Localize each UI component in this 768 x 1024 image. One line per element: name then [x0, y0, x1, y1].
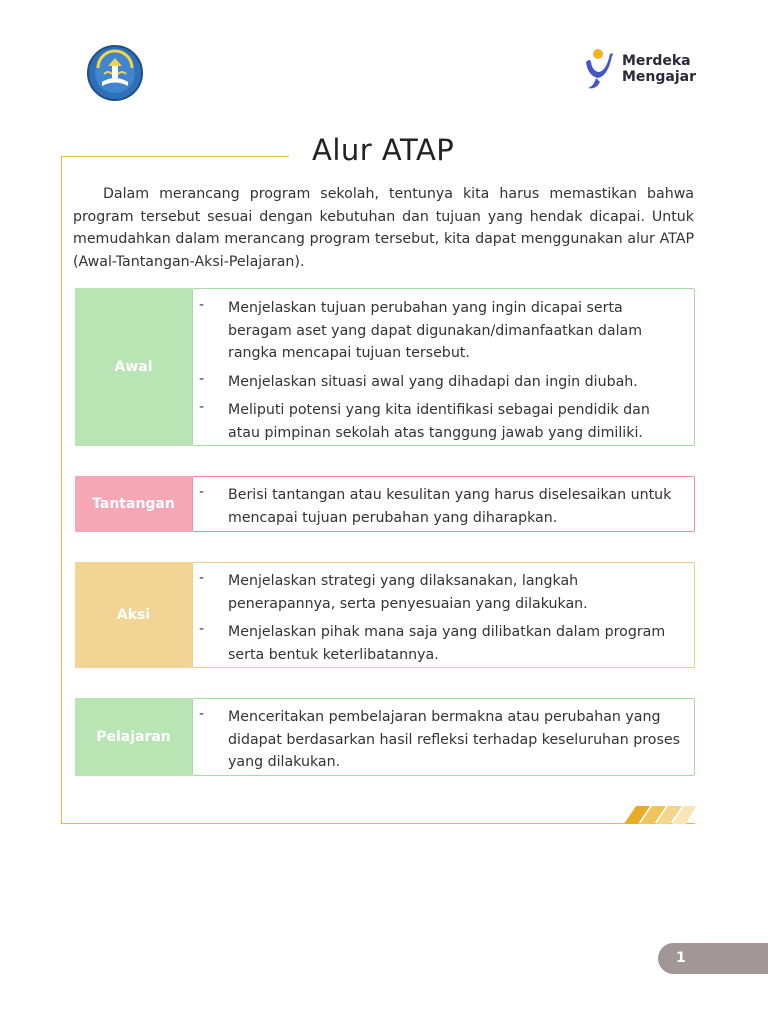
- list-item: [193, 484, 694, 529]
- dash-bullet: -: [199, 484, 205, 500]
- merdeka-mengajar-figure-icon: [582, 46, 618, 92]
- list-item: [193, 297, 694, 365]
- dash-bullet: -: [199, 297, 205, 313]
- section-awal: [75, 288, 695, 446]
- section-pelajaran: [75, 698, 695, 776]
- section-tantangan: [75, 476, 695, 532]
- list-item-text: Meliputi potensi yang kita identifikasi sebagai pendidik dan atau pimpinan sekolah atas tanggung jawab yang dimiliki.: [228, 402, 650, 441]
- merdeka-mengajar-logo: [582, 46, 702, 92]
- dash-bullet: -: [199, 621, 205, 637]
- section-label: Pelajaran: [75, 698, 192, 776]
- page-title: Alur ATAP: [312, 133, 455, 167]
- list-item: [193, 399, 694, 444]
- dash-bullet: -: [199, 399, 205, 415]
- tut-wuri-handayani-logo-icon: [86, 44, 144, 102]
- frame-left-line: [61, 156, 62, 824]
- list-item-text: Menjelaskan tujuan perubahan yang ingin dicapai serta beragam aset yang dapat digunakan/dimanfaatkan dalam rangka mencapai tujuan tersebut.: [228, 300, 643, 361]
- list-item: [193, 706, 694, 774]
- dash-bullet: -: [199, 570, 205, 586]
- page-number: 1: [676, 950, 686, 966]
- dash-bullet: -: [199, 370, 205, 387]
- frame-bottom-line: [61, 823, 695, 824]
- list-item-text: Menceritakan pembelajaran bermakna atau perubahan yang didapat berdasarkan hasil refleksi terhadap keseluruhan proses yang dilakukan.: [228, 709, 680, 770]
- section-label: Awal: [75, 288, 192, 446]
- frame-top-line: [61, 156, 289, 157]
- section-content: [192, 698, 695, 776]
- list-item: [193, 621, 694, 666]
- section-label: Aksi: [75, 562, 192, 668]
- logo-line-2: Mengajar: [622, 69, 697, 85]
- list-item: [193, 570, 694, 615]
- section-content: [192, 476, 695, 532]
- section-label: Tantangan: [75, 476, 192, 532]
- list-item-text: Menjelaskan pihak mana saja yang dilibatkan dalam program serta bentuk keterlibatannya.: [228, 624, 666, 663]
- section-content: [192, 562, 695, 668]
- logo-line-1: Merdeka: [622, 53, 691, 69]
- section-content: [192, 288, 695, 446]
- list-item-text: Berisi tantangan atau kesulitan yang harus diselesaikan untuk mencapai tujuan perubahan yang diharapkan.: [228, 487, 672, 526]
- intro-paragraph: Dalam merancang program sekolah, tentunya kita harus memastikan bahwa program tersebut sesuai dengan kebutuhan dan tujuan yang hendak dicapai. Untuk memudahkan dalam merancang program tersebut, kita dapat menggunakan alur ATAP (Awal-Tantangan-Aksi-Pelajaran).: [73, 186, 694, 270]
- list-item-text: Menjelaskan situasi awal yang dihadapi dan ingin diubah.: [228, 373, 638, 390]
- page-number-badge: [658, 943, 768, 974]
- merdeka-mengajar-wordmark: [622, 53, 696, 85]
- list-item: [193, 371, 694, 394]
- section-aksi: [75, 562, 695, 668]
- dash-bullet: -: [199, 706, 205, 722]
- decorative-stripes-icon: [624, 806, 696, 824]
- list-item-text: Menjelaskan strategi yang dilaksanakan, langkah penerapannya, serta penyesuaian yang dilakukan.: [228, 573, 588, 612]
